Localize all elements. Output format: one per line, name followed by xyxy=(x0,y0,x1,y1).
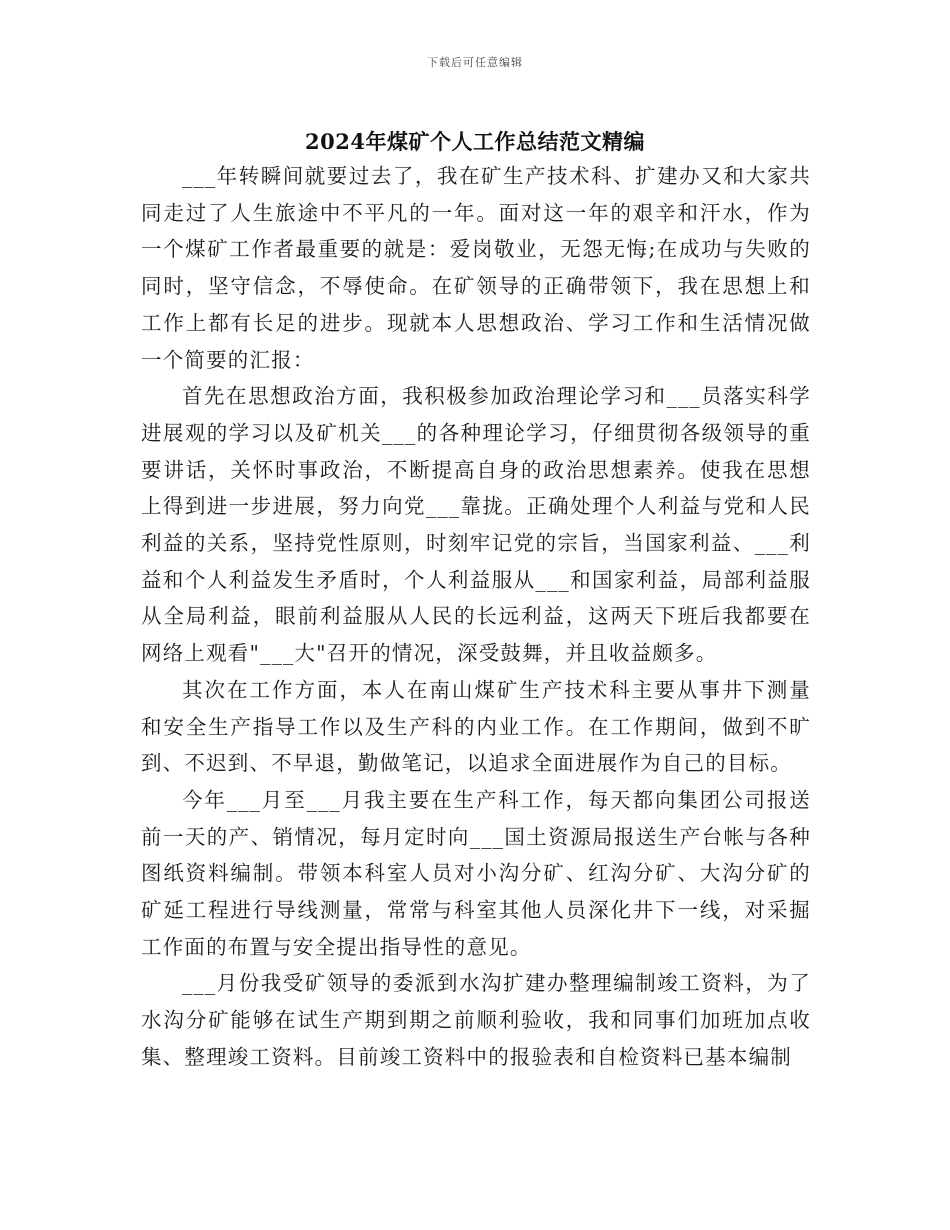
paragraph-work: 其次在工作方面，本人在南山煤矿生产技术科主要从事井下测量和安全生产指导工作以及生产科的内业工作。在工作期间，做到不旷到、不迟到、不早退，勤做笔记，以追求全面进展作为自己的目标。 xyxy=(141,677,811,776)
document-body xyxy=(141,158,811,1076)
paragraph-political-thought: 首先在思想政治方面，我积极参加政治理论学习和___员落实科学进展观的学习以及矿机关___的各种理论学习，仔细贯彻各级领导的重要讲话，关怀时事政治，不断提高自身的政治思想素养。使我在思想上得到进一步进展，努力向党___靠拢。正确处理个人利益与党和人民利益的关系，坚持党性原则，时刻牢记党的宗旨，当国家利益、___利益和个人利益发生矛盾时，个人利益服从___和国家利益，局部利益服从全局利益，眼前利益服从人民的长远利益，这两天下班后我都要在网络上观看"___大"召开的情况，深受鼓舞，并且收益颇多。 xyxy=(141,384,811,666)
paragraph-completion-docs: ___月份我受矿领导的委派到水沟扩建办整理编制竣工资料，为了水沟分矿能够在试生产期到期之前顺利验收，我和同事们加班加点收集、整理竣工资料。目前竣工资料中的报验表和自检资料已基本编制 xyxy=(141,971,811,1069)
page-header-note: 下载后可任意编辑 xyxy=(427,56,523,69)
document-title: 2024年煤矿个人工作总结范文精编 xyxy=(305,129,645,154)
paragraph-production-dept: 今年___月至___月我主要在生产科工作，每天都向集团公司报送前一天的产、销情况，每月定时向___国土资源局报送生产台帐与各种图纸资料编制。带领本科室人员对小沟分矿、红沟分矿、大沟分矿的矿延工程进行导线测量，常常与科室其他人员深化井下一线，对采掘工作面的布置与安全提出指导性的意见。 xyxy=(141,787,811,959)
paragraph-intro: ___年转瞬间就要过去了，我在矿生产技术科、扩建办又和大家共同走过了人生旅途中不平凡的一年。面对这一年的艰辛和汗水，作为一个煤矿工作者最重要的就是：爱岗敬业，无怨无悔;在成功与失败的同时，坚守信念，不辱使命。在矿领导的正确带领下，我在思想上和工作上都有长足的进步。现就本人思想政治、学习工作和生活情况做一个简要的汇报： xyxy=(141,164,811,372)
